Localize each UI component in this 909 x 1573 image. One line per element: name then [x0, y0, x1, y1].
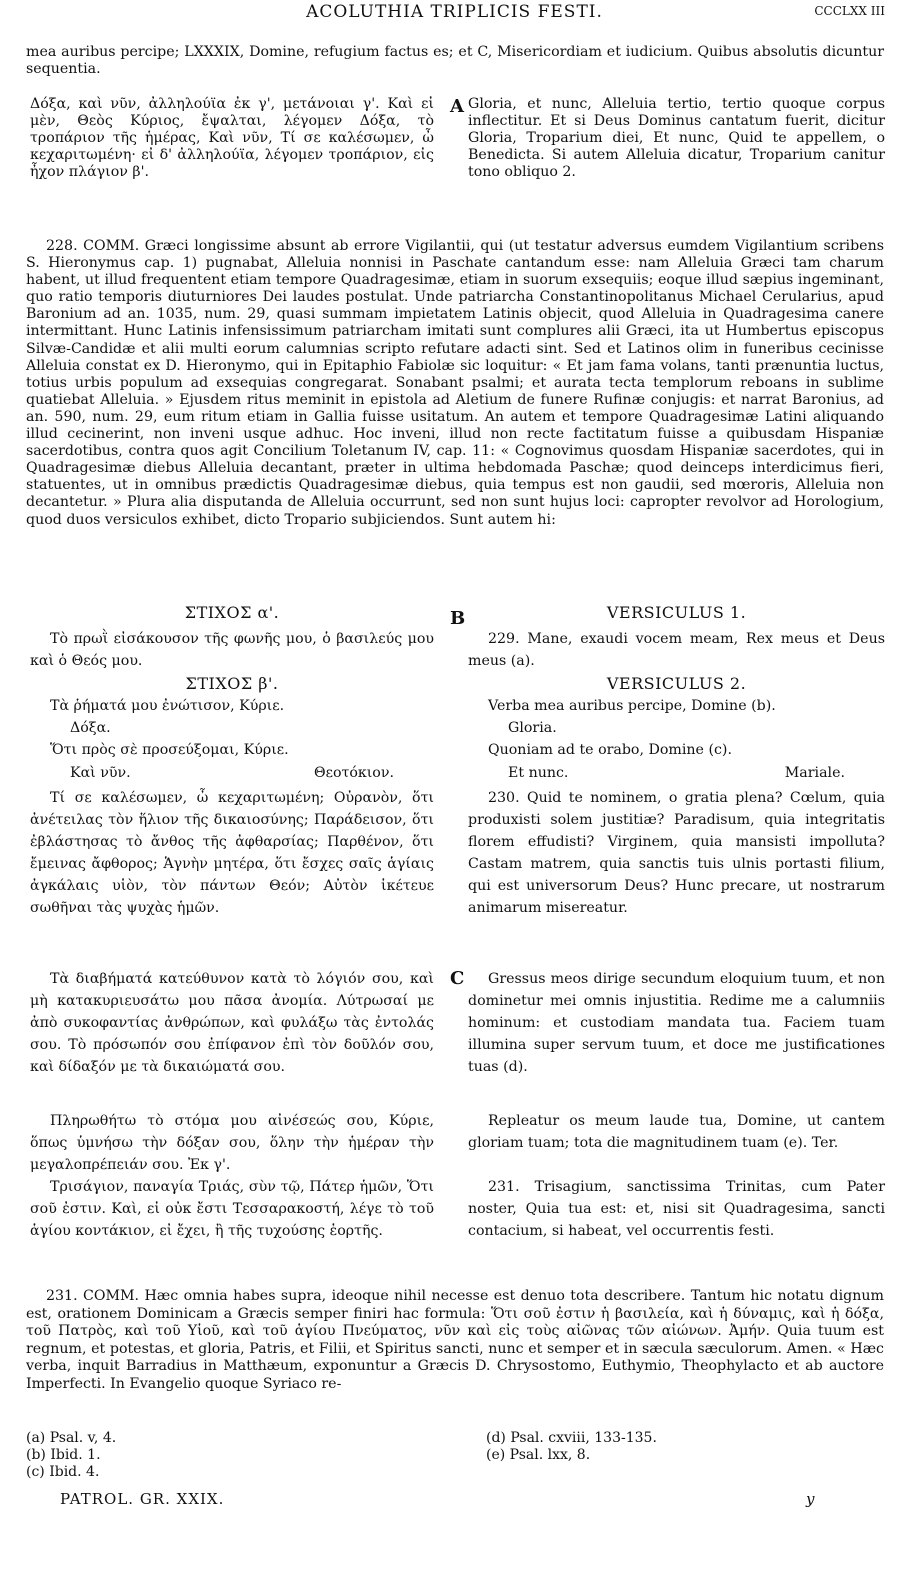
plerotheto-greek: Πληρωθήτω τὸ στόμα μου αἰνέσεώς σου, Κύριε, ὅπως ὑμνήσω τὴν δόξαν σου, ὅλην τὴν ἡμέραν τὴν μεγαλοπρέπειάν σου. Ἐκ γ'.: [30, 1113, 434, 1173]
margin-marker-a: A: [450, 96, 464, 117]
footnotes-left: [26, 1430, 116, 1481]
trisagion-greek: Τρισάγιον, παναγία Τριάς, σὺν τῷ, Πάτερ ἡμῶν, Ὅτι σοῦ ἐστιν. Καὶ, εἰ οὐκ ἔστι Τεσσαρακοστή, λέγε τὸ τοῦ ἁγίου κοντάκιον, εἰ ἔχει, ἢ τῆς τυχούσης ἑορτῆς.: [30, 1179, 434, 1239]
versicle-2-greek: Τὰ ῥήματά μου ἐνώτισον, Κύριε.: [50, 698, 285, 714]
mariale-row: [468, 765, 885, 782]
intro-text: mea auribus percipe; LXXXIX, Domine, refugium factus es; et C, Misericordiam et iudicium. Quibus absolutis dicuntur sequentia.: [26, 44, 884, 77]
repleatur-latin: Repleatur os meum laude tua, Domine, ut cantem gloriam tuam; tota die magnitudinem tuam (e). Ter.: [468, 1113, 885, 1151]
footnote-a: (a) Psal. v, 4.: [26, 1430, 117, 1446]
theotokion-label: Θεοτόκιον.: [313, 765, 394, 781]
margin-marker-c: C: [450, 968, 465, 989]
running-head: ACOLUTHIA TRIPLICIS FESTI.: [306, 2, 603, 22]
hoti-greek: Ὅτι πρὸς σὲ προσεύξομαι, Κύριε.: [50, 742, 289, 758]
trisagium-latin: 231. Trisagium, sanctissima Trinitas, cum Pater noster, Quia tua est: et, nisi sit Quadragesima, sancti contacium, si habeat, vel occurrentis festi.: [468, 1179, 885, 1239]
theotokion-greek: Τί σε καλέσωμεν, ὦ κεχαριτωμένη; Οὐρανὸν, ὅτι ἀνέτειλας τὸν ἥλιον τῆς δικαιοσύνης; Παράδεισον, ὅτι ἐβλάστησας τὸ ἄνθος τῆς ἀφθαρσίας; Παρθένον, ὅτι ἔμεινας ἄφθορος; Ἁγνὴν μητέρα, ὅτι ἔσχες σαῖς ἁγίαις ἀγκάλαις υἱὸν, τὸν πάντων Θεόν; Αὐτὸν ἱκέτευε σωθῆναι τὰς ψυχὰς ἡμῶν.: [30, 790, 434, 916]
page-number: CCCLXX III: [814, 4, 885, 18]
margin-marker-b: B: [450, 608, 466, 629]
versicle-2-heading-greek: ΣΤΙΧΟΣ β'.: [185, 674, 279, 693]
gressus-latin: Gressus meos dirige secundum eloquium tuum, et non dominetur mei omnis injustitia. Redime me a calumniis hominum: et custodiam mandata tua. Faciem tuam illumina super servum tuum, et doce me justificationes tuas (d).: [468, 971, 885, 1075]
kai-nyn-greek: Καὶ νῦν.: [70, 765, 131, 781]
commentary-231: 231. COMM. Hæc omnia habes supra, ideoque nihil necesse est denuo tota describere. Tantum hic notatu dignum est, orationem Dominicam a Græcis semper finiri hac formula: Ὅτι σοῦ ἐστιν ἡ βασιλεία, καὶ ἡ δύναμις, καὶ ἡ δόξα, τοῦ Πατρὸς, καὶ τοῦ Υἱοῦ, καὶ τοῦ ἁγίου Πνεύματος, νῦν καὶ εἰς τοὺς αἰῶνας τῶν αἰώνων. Ἀμήν. Quia tuum est regnum, et potestas, et gloria, Patris, et Filii, et Spiritus sancti, nunc et semper et in sæcula sæculorum. Amen. « Hæc verba, inquit Barradius in Matthæum, exponuntur a Græcis D. Chrysostomo, Euthymio, Theophylacto et ab auctore Imperfecti. In Evangelio quoque Syriaco re-: [26, 1288, 884, 1392]
mariale-label: Mariale.: [784, 765, 845, 781]
footnote-e: (e) Psal. lxx, 8.: [486, 1447, 591, 1463]
theotokion-row: [30, 765, 434, 782]
quid-latin: 230. Quid te nominem, o gratia plena? Cœlum, quia produxisti solem justitiæ? Paradisum, quia integritatis florem effudisti? Virginem, quia mansisti impolluta? Castam matrem, quia sanctis tuis ulnis portasti filium, qui est universorum Deus? Hunc precare, ut nostrarum animarum misereatur.: [468, 790, 885, 916]
gloria-latin: Gloria, et nunc, Alleluia tertio, tertio quoque corpus inflectitur. Et si Deus Dominus cantatum fuerit, dicitur Gloria, Troparium diei, Et nunc, Quid te appellem, o Benedicta. Si autem Alleluia dicatur, Troparium canitur tono obliquo 2.: [468, 96, 885, 180]
diabemata-greek: Τὰ διαβήματά κατεύθυνον κατὰ τὸ λόγιόν σου, καὶ μὴ κατακυριευσάτω μου πᾶσα ἀνομία. Λύτρωσαί με ἀπὸ συκοφαντίας ἀνθρώπων, καὶ φυλάξω τὰς ἐντολάς σου. Τὸ πρόσωπόν σου ἐπίφανον ἐπὶ τὸν δοῦλόν σου, καὶ δίδαξόν με τὰ δικαιώματά σου.: [30, 971, 434, 1075]
et-nunc-latin: Et nunc.: [508, 765, 569, 781]
footer-signature: PATROL. GR. XXIX.: [60, 1490, 225, 1508]
latin-versicles: [468, 603, 885, 919]
versicle-2-heading-latin: VERSICULUS 2.: [606, 674, 747, 693]
versicle-1-heading-latin: VERSICULUS 1.: [606, 603, 747, 622]
versicle-2-latin: Verba mea auribus percipe, Domine (b).: [488, 698, 776, 714]
commentary-228: 228. COMM. Græci longissime absunt ab errore Vigilantii, qui (ut testatur adversus eumdem Vigilantium scribens S. Hieronymus cap. 1) pugnabat, Alleluia nonnisi in Paschate cantandum esse: nam Alleluia Græci tam charum habent, ut illud frequentent etiam tempore Quadragesimæ, etiam in suorum exsequiis; eoque illud sæpius ingeminant, quo ratio temporis diuturniores Dei laudes postulat. Unde patriarcha Constantinopolitanus Michael Cerularius, apud Baronium ad an. 1035, num. 29, quasi summam impietatem Latinis objecit, quod Alleluia in Quadragesima canere intermittant. Hunc Latinis infensissimum patriarcham imitati sunt complures alii Græci, ita ut Humbertus episcopus Silvæ-Candidæ et alii multi eorum calumnias scripto refutare adacti sint. Sed et Latinos olim in funeribus cecinisse Alleluia constat ex D. Hieronymo, qui in Epitaphio Fabiolæ sic loquitur: « Et jam fama volans, tanti prænuntia luctus, totius urbis populum ad exsequias congregarat. Sonabant psalmi; et aurata tecta templorum reboans in sublime quatiebat Alleluia. » Ejusdem ritus meminit in epistola ad Aletium de funere Rufinæ conjugis: et narrat Baronius, ad an. 590, num. 29, eum ritum etiam in Gallia fuisse usitatum. An autem et tempore Quadragesimæ Latini aliquando illud cecinerint, non inveni usque adhuc. Hoc inveni, illud non recte factitatum fuisse a quibusdam Hispaniæ sacerdotibus, contra quos agit Concilium Toletanum IV, cap. 11: « Cognovimus quosdam Hispaniæ sacerdotes, qui in Quadragesimæ diebus Alleluia decantant, præter in ultima hebdomada Paschæ; quod deinceps interdicimus fieri, statuentes, ut in omnibus prædictis Quadragesimæ diebus, quia tempus est non gaudii, sed mœroris, Alleluia non decantetur. » Plura alia disputanda de Alleluia occurrunt, sed non sunt hujus loci: capropter revolvor ad Horologium, quod duos versiculos exhibet, dicto Tropario subjiciendos. Sunt autem hi:: [26, 238, 884, 528]
gloria-greek: Δόξα, καὶ νῦν, ἀλληλούϊα ἐκ γ', μετάνοιαι γ'. Καὶ εἰ μὲν, Θεὸς Κύριος, ἔψαλται, λέγομεν Δόξα, τὸ τροπάριον τῆς ἡμέρας, Καὶ νῦν, Τί σε καλέσωμεν, ὦ κεχαριτωμένη· εἰ δ' ἀλληλούϊα, λέγομεν τροπάριον, εἰς ἦχον πλάγιον β'.: [30, 96, 434, 180]
quoniam-latin: Quoniam ad te orabo, Domine (c).: [488, 742, 732, 758]
footnote-c: (c) Ibid. 4.: [26, 1464, 100, 1480]
footnotes-right: [486, 1430, 657, 1464]
footer-gathering-mark: y: [806, 1490, 816, 1508]
versicle-1-heading-greek: ΣΤΙΧΟΣ α'.: [184, 603, 280, 622]
greek-versicles: [30, 603, 434, 919]
versicle-1-greek: Τὸ πρωῒ εἰσάκουσον τῆς φωνῆς μου, ὁ βασιλεύς μου καὶ ὁ Θεός μου.: [30, 631, 434, 669]
footnote-b: (b) Ibid. 1.: [26, 1447, 101, 1463]
doxa-greek: Δόξα.: [70, 720, 111, 736]
versicle-1-latin: 229. Mane, exaudi vocem meam, Rex meus et Deus meus (a).: [468, 631, 885, 669]
footnote-d: (d) Psal. cxviii, 133-135.: [486, 1430, 657, 1446]
gloria-latin-short: Gloria.: [508, 720, 557, 736]
